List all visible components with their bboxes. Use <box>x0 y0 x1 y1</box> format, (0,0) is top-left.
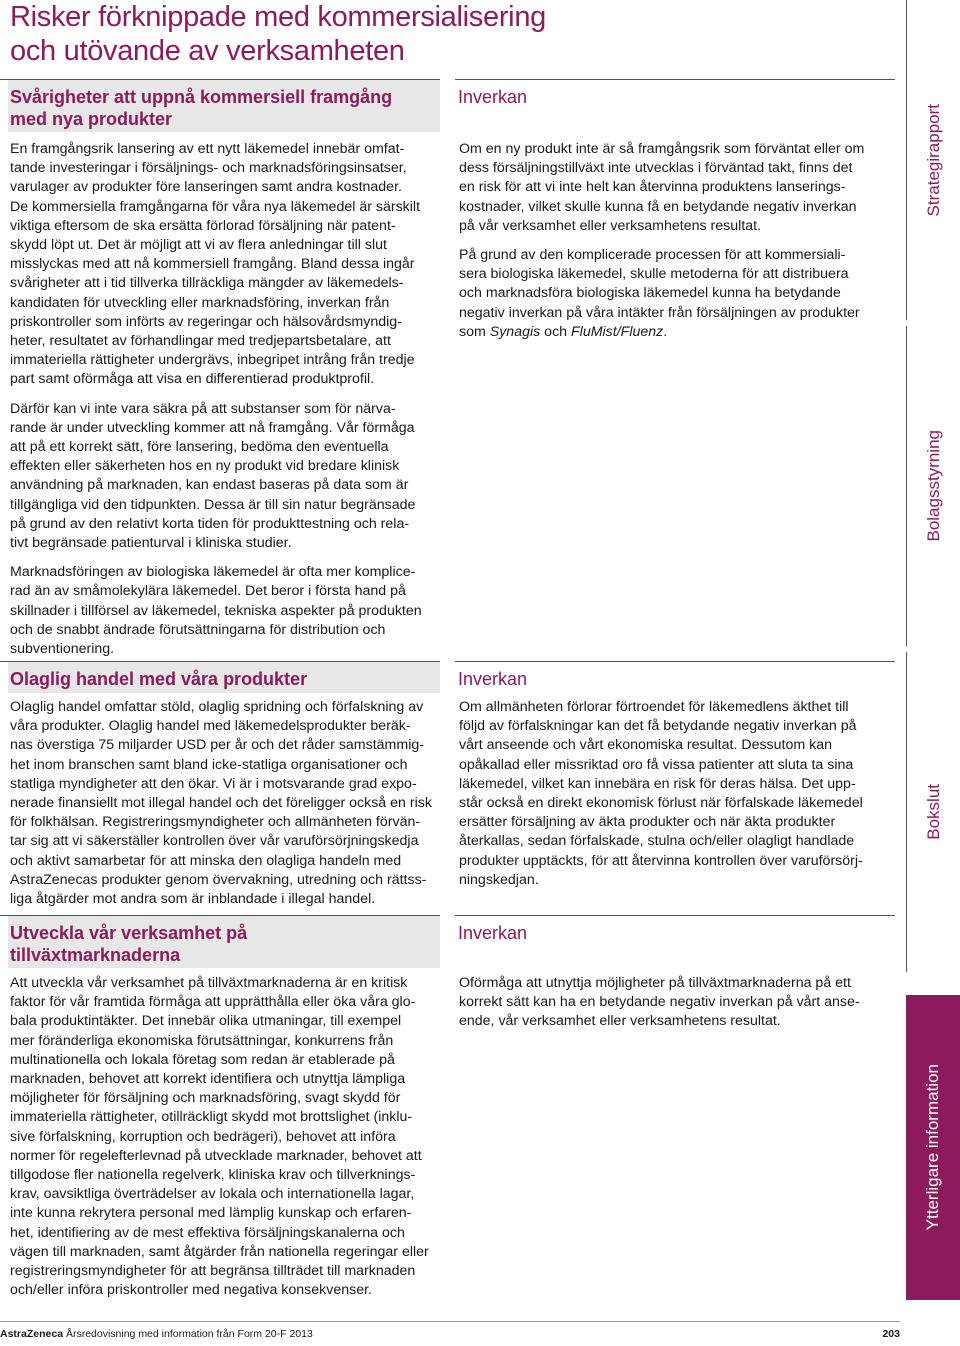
impact-body-emerging-markets <box>459 974 899 1042</box>
sidebar-tab-strategirapport[interactable] <box>906 0 960 320</box>
page-number: 203 <box>882 1328 900 1340</box>
paragraph: En framgångsrik lansering av ett nytt läkemedel innebär omfat- tande investeringar i försäljnings- och marknadsföringsinsatser, varulager av produkter före lanseringen samt andra kostnader. De kommersiella framgångarna för våra nya läkemedel är särskilt viktiga eftersom de ska ersätta förlorad försäljning när patent- skydd löpt ut. Det är möjligt att vi av flera anledningar till slut misslyckas med att nå kommersiell framgång. Bland dessa ingår svårigheter att i tid tillverka tillräckliga mängder av läkemedels- kandidaten för utveckling eller marknadsföring, inverkan från priskontroller som införts av regeringar och hälsovårdsmyndig- heter, resultatet av förhandlingar med tredjepartsbetalare, att immateriella rättigheter undergrävs, inbegripet intrång från tredje part samt oförmåga att visa en differentierad produktprofil. <box>10 141 421 388</box>
footer-brand: AstraZeneca <box>0 1328 64 1340</box>
paragraph: Därför kan vi inte vara säkra på att substanser som för närva- rande är under utveckling kommer att nå framgång. Vår förmåga att på ett korrekt sätt, före lansering, bedöma den eventuella effekten eller säkerheten hos en ny produkt vid bredare klinisk användning på marknaden, kan endast baseras på data som är tillgängliga vid den tidpunkten. Dessa är till sin natur begränsade på grund av den relativt korta tiden för produkttestning och rela- tivt begränsade patienturval i kliniska studier. <box>10 400 416 552</box>
impact-body-illegal-trade <box>459 698 899 900</box>
paragraph: På grund av den komplicerade processen för att kommersiali- sera biologiska läkemedel, skulle metoderna för att distribuera och marknadsföra biologiska läkemedel kunna ha betydande negativ inverkan på våra intäkter från försäljningen av produkter som Synagis och FluMist/Fluenz. <box>459 247 860 340</box>
footer-text: Årsredovisning med information från Form 20-F 2013 <box>63 1328 313 1340</box>
paragraph: Olaglig handel omfattar stöld, olaglig spridning och förfalskning av våra produkter. Olaglig handel med läkemedelsprodukter beräk- nas överstiga 75 miljarder USD per år och det råder samstämmig- het inom branschen samt bland icke-statliga organisationer och statliga myndigheter att den ökar. Vi är i motsvarande grad expo- nerade finansiellt mot illegal handel och det föreligger också en risk för folkhälsan. Registreringsmyndigheter och allmänheten förvän- tar sig att vi säkerställer kontrollen över vår varuförsörjningskedja och aktivt samarbetar för att minska den olagliga handeln med AstraZenecas produkter genom övervakning, utredning och rättss- liga åtgärder mot andra som är inblandade i illegal handel. <box>10 699 432 908</box>
section-heading-emerging-markets <box>8 916 440 968</box>
section-body-emerging-markets <box>10 974 440 1310</box>
paragraph: Om en ny produkt inte är så framgångsrik som förväntat eller om dess försäljningstillväxt inte utvecklas i förväntad takt, finns det en risk för att vi inte helt kan återvinna produktens lanserings- kostnader, vilket skulle kunna få en betydande negativ inverkan på vår verksamhet eller verksamhetens resultat. <box>459 141 865 234</box>
section-body-illegal-trade <box>10 698 440 919</box>
sidebar-tab-label: Bolagsstyrning <box>923 430 943 542</box>
section-body-commercial-success <box>10 140 440 669</box>
section-sidebar <box>906 0 960 1346</box>
footer-divider <box>0 1321 900 1322</box>
sidebar-tab-bolagsstyrning[interactable] <box>906 326 960 646</box>
sidebar-tab-bokslut[interactable] <box>906 652 960 972</box>
section-heading-line: Olaglig handel med våra produkter <box>10 669 308 689</box>
sidebar-tab-label: Ytterligare information <box>923 1064 942 1231</box>
impact-heading: Inverkan <box>458 669 528 689</box>
impact-heading: Inverkan <box>458 87 528 107</box>
sidebar-tab-label: Bokslut <box>923 784 943 840</box>
page-title <box>10 0 570 68</box>
paragraph: Att utveckla vår verksamhet på tillväxtmarknaderna är en kritisk faktor för vår framtida förmåga att upprätthålla eller öka våra glo- bala produktintäkter. Det innebär olika utmaningar, till exempel mer föränderliga ekonomiska förutsättningar, konkurrens från multinationella och lokala företag som redan är etablerade på marknaden, behovet att korrekt identifiera och utnyttja lämpliga möjligheter för försäljning och marknadsföring, svagt skydd för immateriella rättigheter, otillräckligt skydd mot brottslighet (inklu- sive förfalskning, korruption och bedrägeri), behovet att införa normer för regelefterlevnad på utvecklade marknader, behovet att tillgodose fler nationella regelverk, kliniska krav och tillverknings- krav, oavsiktliga överträdelser av lokala och internationella lagar, inte kunna rekrytera personal med lämplig kunskap och erfaren- het, identifiering av de mest effektiva försäljningskanalerna och vägen till marknaden, samt åtgärder från nationella regeringar eller registreringsmyndigheter för att begränsa tillträdet till marknaden och/eller införa priskontroller med negativa konsekvenser. <box>10 975 429 1299</box>
sidebar-tab-ytterligare-information[interactable] <box>906 995 960 1300</box>
section-heading-line: Utveckla vår verksamhet på <box>10 923 248 943</box>
page-title-line-2: och utövande av verksamheten <box>10 35 405 67</box>
page-title-line-1: Risker förknippade med kommersialisering <box>10 1 546 33</box>
impact-heading: Inverkan <box>458 923 528 943</box>
sidebar-tab-label: Strategirapport <box>923 103 943 217</box>
section-heading-line: med nya produkter <box>10 109 173 129</box>
section-heading-line: Svårigheter att uppnå kommersiell framgång <box>10 87 393 107</box>
section-heading-commercial-success <box>8 80 440 132</box>
paragraph: Om allmänheten förlorar förtroendet för läkemedlens äkthet till följd av förfalskningar kan det få betydande negativ inverkan på vårt anseende och vårt ekonomiska resultat. Dessutom kan opåkallad eller missriktad oro få vissa patienter att sluta ta sina läkemedel, vilket kan innebära en risk för deras hälsa. Det upp- står också en direkt ekonomisk förlust när förfalskade läkemedel ersätter försäljning av äkta produkter och när äkta produkter återkallas, sedan förfalskade, stulna och/eller olagligt handlade produkter upptäckts, för att återvinna kontrollen över varuförsörj- ningskedjan. <box>459 699 863 888</box>
impact-body-commercial-success <box>459 140 899 352</box>
page-footer <box>0 1328 900 1340</box>
paragraph: Marknadsföringen av biologiska läkemedel är ofta mer komplice- rad än av småmolekylära läkemedel. Det beror i första hand på skillnader i tillförsel av läkemedel, tekniska aspekter på produkten och de snabbt ändrade förutsättningarna för distribution och subventionering. <box>10 564 422 658</box>
paragraph: Oförmåga att utnyttja möjligheter på tillväxtmarknaderna på ett korrekt sätt kan ha en betydande negativ inverkan på vårt anse- ende, vår verksamhet eller verksamhetens resultat. <box>459 975 860 1030</box>
section-heading-line: tillväxtmarknaderna <box>10 945 181 965</box>
section-heading-illegal-trade <box>8 662 440 693</box>
